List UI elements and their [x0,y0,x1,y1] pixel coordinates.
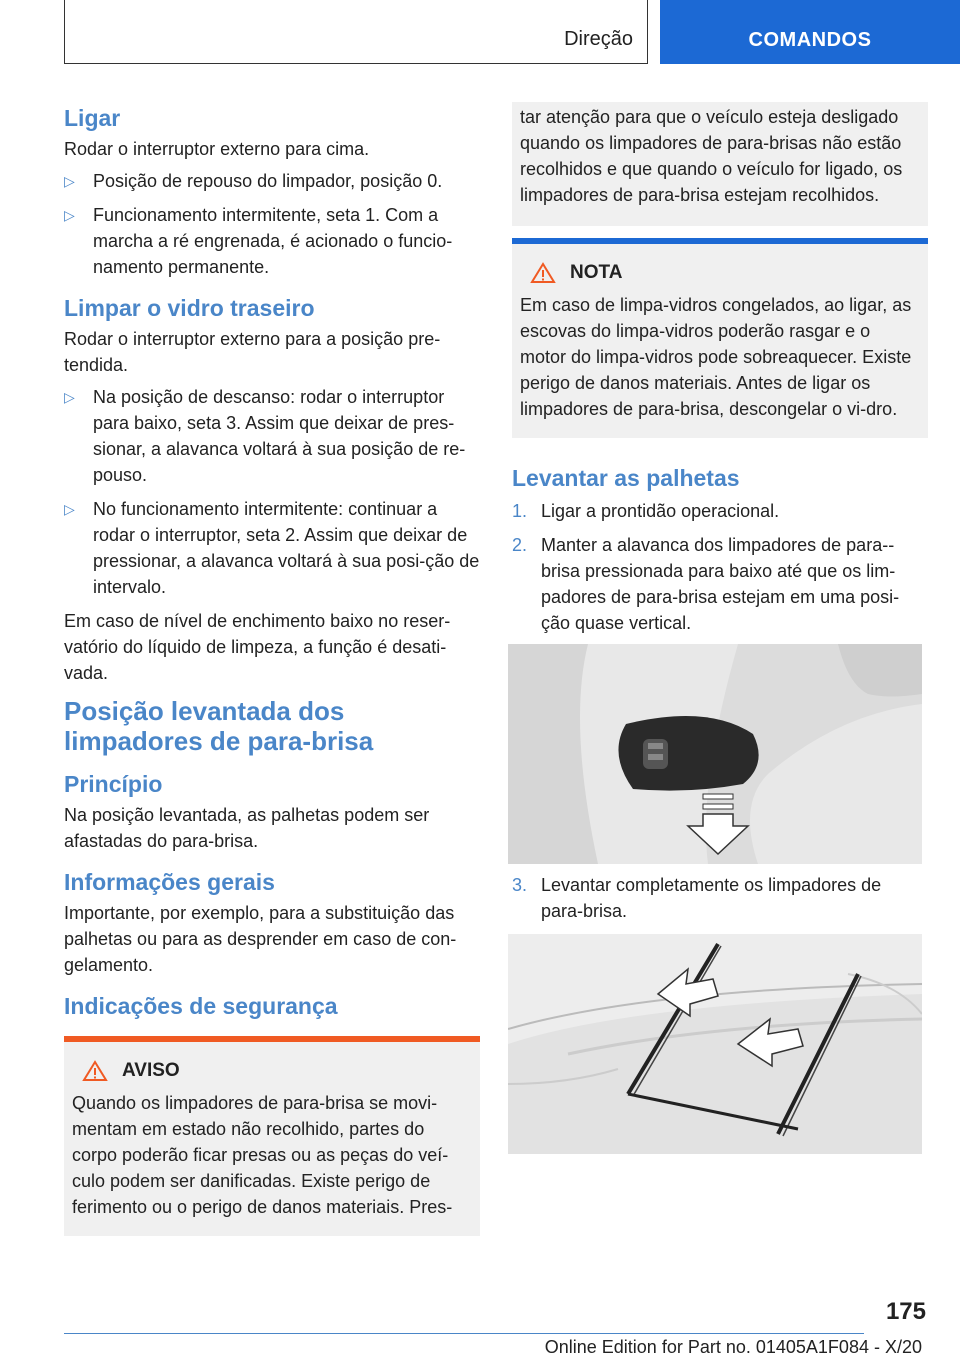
right-column [512,102,928,1162]
footer-rule [64,1333,864,1334]
warning-box [64,1042,480,1236]
info-text: Importante, por exemplo, para a substituição das palhetas ou para as desprender em caso de con-gelamento. [64,903,457,975]
list-item: ▷ Na posição de descanso: rodar o interruptor para baixo, seta 3. Assim que deixar de pres-sionar, a alavanca voltará à sua posição de re-pouso. [64,384,480,488]
warning-triangle-icon [530,262,556,284]
list-item: ▷ No funcionamento intermitente: continuar a rodar o interruptor, seta 2. Assim que deixar de pressionar, a alavanca voltará à sua posi-ção de intervalo. [64,496,480,600]
header-section-title: Direção [564,28,633,50]
heading-info-gerais: Informações gerais [64,869,275,895]
note-text: Em caso de limpa-vidros congelados, ao ligar, as escovas do limpa-vidros poderão rasgar e o motor do limpa-vidros pode sobreaquecer. Existe perigo de danos materiais. Antes de ligar os limpadores de para-brisa, descongelar o vi-dro. [520,295,912,419]
heading-posicao-levantada: Posição levantada dos limpadores de para-brisa [64,696,374,756]
ligar-list [64,168,480,280]
list-item: ▷ Posição de repouso do limpador, posição 0. [64,168,480,194]
heading-levantar: Levantar as palhetas [512,465,740,491]
list-item: 2. Manter a alavanca dos limpadores de para--brisa pressionada para baixo até que os lim-padores de para-brisa estejam em uma posi-ção quase vertical. [512,535,900,633]
wiper-raised-illustration [508,934,922,1154]
note-box [512,244,928,438]
heading-principio: Princípio [64,771,163,797]
warning-triangle-icon [82,1060,108,1082]
footer-edition: Online Edition for Part no. 01405A1F084 - X/20 [544,1337,922,1357]
header-section-box [64,0,648,64]
wiper-raised-drawing [508,934,922,1154]
limpar-intro: Rodar o interruptor externo para a posição pre-tendida. [64,329,441,375]
levantar-steps [512,498,928,636]
triangle-bullet-icon: ▷ [64,173,75,189]
wiper-lever-drawing [508,644,922,864]
limpar-outro: Em caso de nível de enchimento baixo no reser-vatório do líquido de limpeza, a função é desati-vada. [64,611,451,683]
heading-ligar: Ligar [64,105,121,131]
triangle-bullet-icon: ▷ [64,389,75,405]
heading-limpar: Limpar o vidro traseiro [64,295,315,321]
list-item: ▷ Funcionamento intermitente, seta 1. Com a marcha a ré engrenada, é acionado o funcio-namento permanente. [64,202,480,280]
note-title: NOTA [570,262,623,283]
header-chapter-title: COMANDOS [748,29,872,51]
principio-text: Na posição levantada, as palhetas podem ser afastadas do para-brisa. [64,805,430,851]
warning-title: AVISO [122,1060,180,1081]
heading-seguranca: Indicações de segurança [64,993,338,1019]
left-column [64,100,480,1236]
limpar-list [64,384,480,600]
header-chapter-tab [660,0,960,64]
warning-text: Quando os limpadores de para-brisa se movi-mentam em estado não recolhido, partes do corpo poderão ficar presas ou as peças do veí-culo podem ser danificadas. Existe perigo de ferimento ou o perigo de danos materiais. Pres- [72,1093,453,1217]
list-item: 1. Ligar a prontidão operacional. [512,501,780,521]
ligar-intro: Rodar o interruptor externo para cima. [64,139,370,159]
wiper-lever-illustration [508,644,922,864]
levantar-steps-cont [512,872,928,924]
triangle-bullet-icon: ▷ [64,501,75,517]
page-number: 175 [885,1298,926,1325]
warning-box-continued: tar atenção para que o veículo esteja desligado quando os limpadores de para-brisas não estão recolhidos e que quando o veículo for ligado, os limpadores de para-brisa estejam recolhidos. [512,102,928,226]
triangle-bullet-icon: ▷ [64,207,75,223]
list-item: 3. Levantar completamente os limpadores de para-brisa. [512,875,882,921]
